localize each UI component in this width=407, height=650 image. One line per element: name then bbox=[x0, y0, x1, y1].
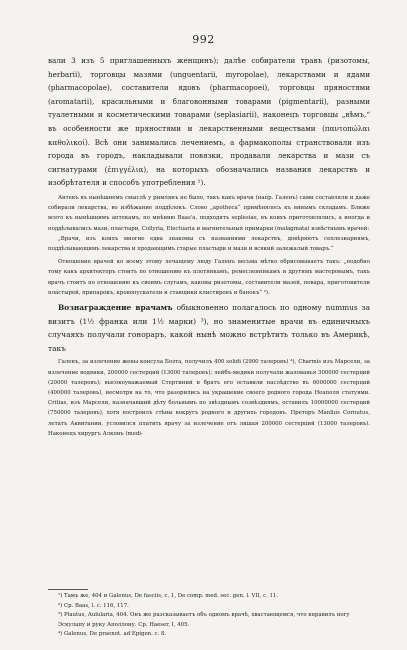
paragraph-fees-text: обыкновенно полагалось по одному nummus за визитъ (1½ франка или 1½ марки) ³), но знаменитые врачи въ единичныхъ случаяхъ получали гонораръ, какой нынѣ можно встрѣтить только въ Америкѣ, такъ bbox=[48, 302, 370, 353]
footnotes bbox=[48, 592, 370, 640]
paragraph-fees bbox=[48, 301, 370, 355]
footnote-2: ²) Ср. Baas, l. c. 116, 117. bbox=[58, 602, 129, 609]
quote-text: „Врачи, изъ коихъ многие едва знакомы съ названиями лекарствъ, довѣряютъ сеплезиариямъ, поддѣлывающимъ лекарства и продающимъ старые пластыри и мази и всякий залежалый товаръ.“ bbox=[48, 235, 370, 252]
page-body bbox=[48, 54, 370, 439]
paragraph-small-examples bbox=[48, 357, 370, 439]
paragraph-main-1-text: вали 3 изъ 5 приглашенныхъ женщинъ); далѣе собиратели травъ (ризотомы, herbarii), торговцы мазями (unguentarii, myropolae), лекарствами и ядами (pharmacopolae), составители ядовъ (pharmacopoei), торговцы пряностями (aromatarii), красильными и благовонными товарами (pigmentarii), разными туалетными и косметическими товарами (seplasiarii), наконецъ торговцы „вѣмъ,“ въ особенности же пряностями и лекарственными веществами (παντοπώλαι καθολικοί). Всѣ они занимались лечениемъ, а фармакополы странствовали изъ города въ городъ, накладывали повязки, продавали лекарства и мази съ сигнатурами (ἐπιγγέλια), на которыхъ обозначались названия лекарствъ и изобрѣтателя и способъ употребления ¹). bbox=[48, 56, 370, 188]
paragraph-small-apothecary bbox=[48, 193, 370, 234]
footnote-rule bbox=[48, 589, 88, 590]
paragraph-small-apothecary-text: Антекъ въ нынѣшнемъ смыслѣ у римлянъ не было, такъ какъ врачи (напр. Галенъ) сами составляли и даже собирали лекарства, во избѣжание поддѣлокъ. Слово „apotheca“ примѣнялось къ винымъ складамъ. Ближе всего къ нынѣшнимъ аптекамъ, по мнѣнию Вааѕ'а, подходятъ seplesiae, въ коихъ приготовлялись, а иногда и поддѣлывались мази, пластыри, Collyria, Electuaria и магнительныя примарки (malagmata) извѣстнымъ врачей: bbox=[48, 194, 370, 232]
section-heading: Вознаграждение врачамъ bbox=[58, 302, 173, 312]
paragraph-small-galen bbox=[48, 257, 370, 298]
page-number: 992 bbox=[192, 33, 215, 46]
paragraph-small-galen-text: Отношение врачей ко всему этому лечащему люду Галенъ весьма мѣтко обрисовываетъ такъ: „подобно тому какъ архитекторъ стоитъ по отношению къ плотникамъ, ремесленникамъ и другимъ мастеровымъ, такъ врачъ стоитъ по отношению къ своимъ слугамъ, каковы ризотомы, составители мазей, повара, приготовители пластырей, припарокъ, кровопускатели и ставщики клистировъ и банокъ“ ²). bbox=[48, 259, 370, 296]
footnote-3: ³) Plautus, Aulularia, 404. Онъ же разсказываетъ объ одномъ врачѣ, хвастающемся, что вправилъ ногу Эскулапу и руку Аполлону. Ср. Haeser, I, 405. bbox=[58, 612, 350, 628]
quote-block bbox=[48, 234, 370, 254]
paragraph-small-examples-text: Галенъ, за излечение жены консула Боэта, получилъ 400 solidi (2900 талеровъ) ⁴), Charmis изъ Марсели, за излечение водянки, 200000 сестерций (13000 талеровъ); лейбъ-медики получали жалованья 300000 сестерций (20000 талеровъ); высокоуважаемый Стертиний и братъ его оставили наслѣдство въ 6000000 сестерций (400000 талеровъ), несмотря на то, что разорились на украшение своего родного города Неаполя статуями. Critias, изъ Марсели, назначавший дѣту больнымъ по звѣзднымъ созвѣздиямъ, оставилъ 10000000 сестерций (750000 талеровъ), хотя построилъ стѣны вокругъ родного и другихъ городовъ. Преторъ Manlius Cornutus, летатъ Аквитании, условился платить врачу за излечение отъ лишая 200000 сестерций (13000 талеровъ). Наконецъ хирургъ Алконъ (medi- bbox=[48, 359, 370, 437]
footnote-1: ¹) Тамъ же, 404 и Galenus, De fasciis, c. 1, De comp. med. sec. gen. l. VII, c. 11. bbox=[58, 593, 279, 599]
paragraph-main-1 bbox=[48, 54, 370, 190]
footnote-4: ⁴) Galenus, De praenot. ad Epigen. c. 8. bbox=[58, 631, 167, 638]
